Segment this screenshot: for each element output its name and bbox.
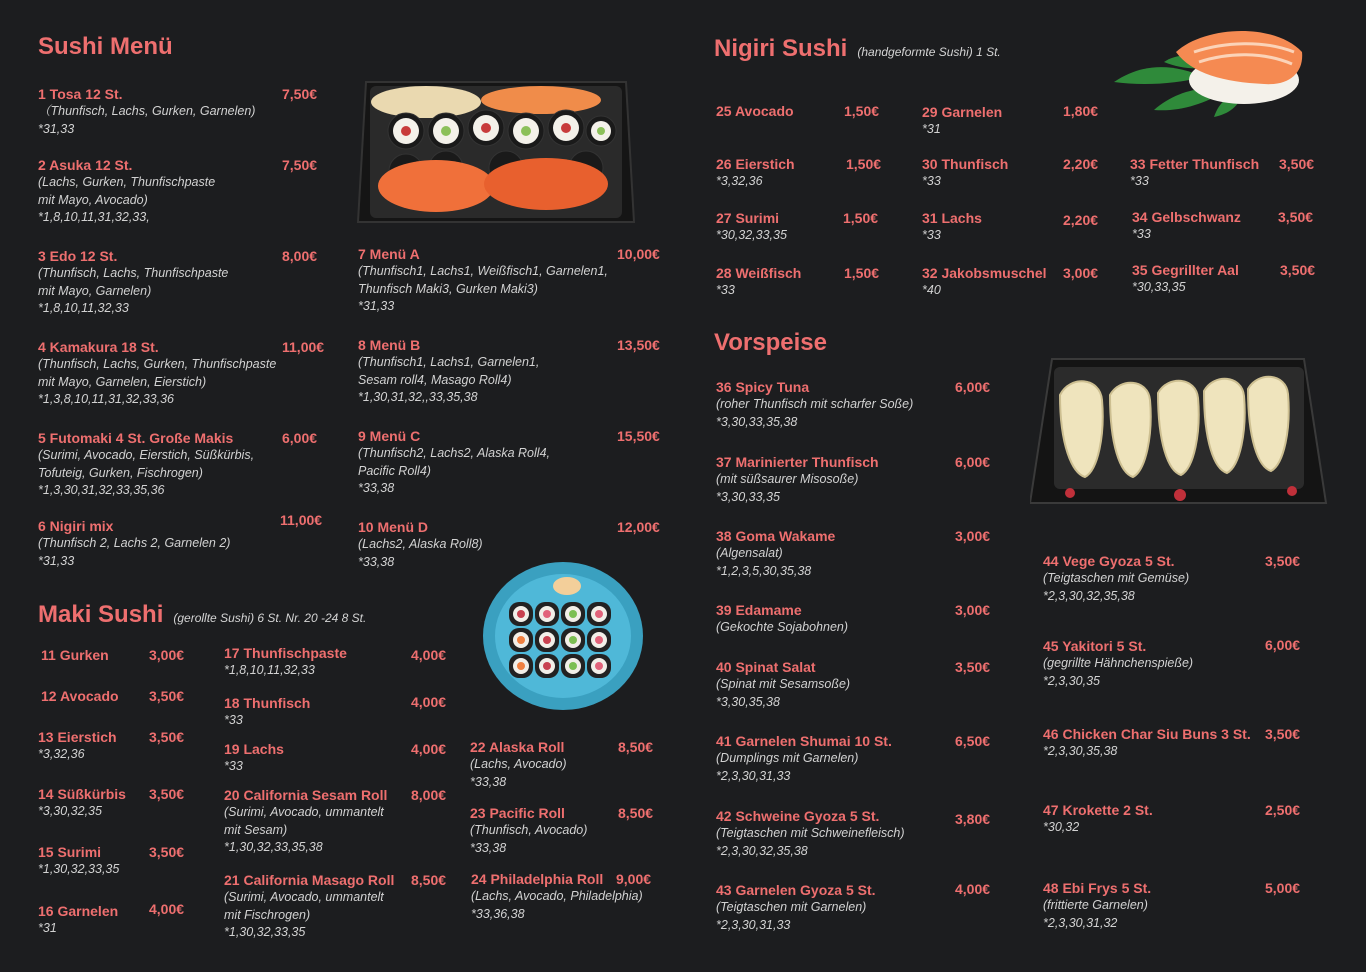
item-desc: *31 <box>38 921 57 935</box>
item-price: 1,80€ <box>1063 103 1099 119</box>
item-name: 40 Spinat Salat <box>716 659 816 675</box>
item-name: 7 Menü A <box>358 246 420 262</box>
item-price: 3,00€ <box>1063 265 1099 281</box>
item-desc: (gegrillte Hähnchenspieße) *2,3,30,35 <box>1043 656 1194 688</box>
item-price: 3,00€ <box>149 647 185 663</box>
item-price: 7,50€ <box>282 86 318 102</box>
item-name: 47 Krokette 2 St. <box>1043 802 1153 818</box>
item-name: 2 Asuka 12 St. <box>38 157 133 173</box>
item-desc: *33 <box>922 174 941 188</box>
item-desc: *31 <box>922 122 941 136</box>
item-price: 4,00€ <box>411 741 447 757</box>
item-price: 6,00€ <box>955 379 991 395</box>
item-name: 12 Avocado <box>41 688 119 704</box>
item-name: 28 Weißfisch <box>716 265 802 281</box>
item-price: 11,00€ <box>282 339 325 355</box>
item-price: 3,50€ <box>149 688 185 704</box>
item-desc: (Lachs2, Alaska Roll8) *33,38 <box>358 537 483 569</box>
item-desc: (Thunfisch, Lachs, Gurken, Thunfischpaste mit Mayo, Garnelen, Eierstich) *1,3,8,10,11,31,32,33,36 <box>38 357 277 406</box>
item-name: 25 Avocado <box>716 103 794 119</box>
item-name: 15 Surimi <box>38 844 102 860</box>
item-price: 6,00€ <box>1265 637 1301 653</box>
item-desc: *30,33,35 <box>1132 280 1186 294</box>
item-desc: (Thunfisch1, Lachs1, Garnelen1, Sesam roll4, Masago Roll4) *1,30,31,32,,33,35,38 <box>358 355 540 404</box>
item-price: 8,50€ <box>411 872 447 888</box>
item-desc: (Thunfisch, Lachs, Thunfischpaste mit Mayo, Garnelen) *1,8,10,11,32,33 <box>38 266 229 315</box>
item-price: 3,50€ <box>149 786 185 802</box>
item-name: 41 Garnelen Shumai 10 St. <box>716 733 892 749</box>
item-desc: (mit süßsaurer Misosoße) *3,30,33,35 <box>716 472 859 504</box>
item-name: 9 Menü C <box>358 428 421 444</box>
item-name: 13 Eierstich <box>38 729 117 745</box>
item-desc: *1,8,10,11,32,33 <box>224 663 315 677</box>
item-name: 5 Futomaki 4 St. Große Makis <box>38 430 234 446</box>
maki-subtitle: (gerollte Sushi) 6 St. Nr. 20 -24 8 St. <box>173 611 367 625</box>
item-price: 11,00€ <box>280 512 323 528</box>
item-name: 48 Ebi Frys 5 St. <box>1043 880 1152 896</box>
item-desc: (Lachs, Avocado) *33,38 <box>470 757 567 789</box>
item-desc: *2,3,30,35,38 <box>1043 744 1118 758</box>
item-price: 6,00€ <box>282 430 318 446</box>
item-price: 3,80€ <box>955 811 991 827</box>
item-price: 3,50€ <box>955 659 991 675</box>
item-price: 3,00€ <box>955 528 991 544</box>
item-price: 3,50€ <box>1265 726 1301 742</box>
item-price: 1,50€ <box>846 156 882 172</box>
item-price: 1,50€ <box>844 265 880 281</box>
item-desc: *33 <box>716 283 735 297</box>
item-desc: *3,30,32,35 <box>38 804 102 818</box>
item-price: 4,00€ <box>411 647 447 663</box>
item-name: 8 Menü B <box>358 337 421 353</box>
item-desc: (Algensalat) *1,2,3,5,30,35,38 <box>716 546 812 578</box>
item-name: 38 Goma Wakame <box>716 528 836 544</box>
item-price: 1,50€ <box>844 103 880 119</box>
item-price: 10,00€ <box>617 246 660 262</box>
item-desc: (Spinat mit Sesamsoße) *3,30,35,38 <box>716 677 851 709</box>
item-desc: *30,32,33,35 <box>716 228 787 242</box>
item-price: 8,00€ <box>411 787 447 803</box>
item-price: 2,20€ <box>1063 212 1099 228</box>
item-name: 33 Fetter Thunfisch <box>1130 156 1260 172</box>
item-price: 8,50€ <box>618 739 654 755</box>
item-name: 1 Tosa 12 St. <box>38 86 123 102</box>
item-desc: (Thunfisch 2, Lachs 2, Garnelen 2) *31,33 <box>38 536 231 568</box>
item-desc: *33 <box>224 713 243 727</box>
item-name: 14 Süßkürbis <box>38 786 126 802</box>
item-name: 21 California Masago Roll <box>224 872 395 888</box>
item-name: 11 Gurken <box>41 647 109 663</box>
item-name: 4 Kamakura 18 St. <box>38 339 159 355</box>
heading-vorspeise: Vorspeise <box>714 329 827 356</box>
item-name: 3 Edo 12 St. <box>38 248 118 264</box>
item-price: 6,50€ <box>955 733 991 749</box>
item-name: 19 Lachs <box>224 741 284 757</box>
item-name: 39 Edamame <box>716 602 802 618</box>
item-name: 31 Lachs <box>922 210 982 226</box>
item-name: 16 Garnelen <box>38 903 119 919</box>
item-price: 4,00€ <box>411 694 447 710</box>
item-price: 3,50€ <box>149 844 185 860</box>
item-desc: *3,32,36 <box>716 174 763 188</box>
item-name: 18 Thunfisch <box>224 695 311 711</box>
item-name: 17 Thunfischpaste <box>224 645 347 661</box>
item-name: 35 Gegrillter Aal <box>1132 262 1239 278</box>
item-price: 7,50€ <box>282 157 318 173</box>
item-desc: (Dumplings mit Garnelen) *2,3,30,31,33 <box>716 751 859 783</box>
item-desc: (Surimi, Avocado, ummantelt mit Sesam) *1,30,32,33,35,38 <box>224 805 384 854</box>
heading-maki-sushi: Maki Sushi (gerollte Sushi) 6 St. Nr. 20 -24 8 St. <box>38 601 367 628</box>
heading-nigiri-sushi: Nigiri Sushi (handgeformte Sushi) 1 St. <box>714 35 1001 62</box>
nigiri-subtitle: (handgeformte Sushi) 1 St. <box>857 45 1001 59</box>
item-desc: (roher Thunfisch mit scharfer Soße) *3,30,33,35,38 <box>716 397 914 429</box>
item-price: 1,50€ <box>843 210 879 226</box>
item-desc: *33 <box>1130 174 1149 188</box>
item-name: 45 Yakitori 5 St. <box>1043 638 1147 654</box>
item-desc: (Teigtaschen mit Garnelen) *2,3,30,31,33 <box>716 900 867 932</box>
item-name: 27 Surimi <box>716 210 780 226</box>
item-price: 3,50€ <box>1278 209 1314 225</box>
item-name: 24 Philadelphia Roll <box>471 871 604 887</box>
item-desc: (Teigtaschen mit Gemüse) *2,3,30,32,35,38 <box>1043 571 1190 603</box>
item-price: 3,50€ <box>1279 156 1315 172</box>
item-price: 3,50€ <box>1265 553 1301 569</box>
item-price: 8,50€ <box>618 805 654 821</box>
item-desc: (Thunfisch2, Lachs2, Alaska Roll4, Pacific Roll4) *33,38 <box>358 446 550 495</box>
item-price: 9,00€ <box>616 871 652 887</box>
sushi-tray-photo <box>356 76 636 228</box>
item-desc: (Lachs, Avocado, Philadelphia) *33,36,38 <box>471 889 643 921</box>
nigiri-salmon-photo <box>1104 22 1306 124</box>
item-price: 2,50€ <box>1265 802 1301 818</box>
item-desc: (Thunfisch, Avocado) *33,38 <box>470 823 588 855</box>
item-name: 26 Eierstich <box>716 156 795 172</box>
item-name: 29 Garnelen <box>922 104 1003 120</box>
item-name: 44 Vege Gyoza 5 St. <box>1043 553 1175 569</box>
item-name: 36 Spicy Tuna <box>716 379 810 395</box>
item-name: 32 Jakobsmuschel <box>922 265 1047 281</box>
item-desc: *1,30,32,33,35 <box>38 862 120 876</box>
item-name: 34 Gelbschwanz <box>1132 209 1241 225</box>
item-price: 12,00€ <box>617 519 660 535</box>
item-name: 10 Menü D <box>358 519 429 535</box>
item-price: 3,50€ <box>149 729 185 745</box>
item-desc: (Lachs, Gurken, Thunfischpaste mit Mayo, Avocado) *1,8,10,11,31,32,33, <box>38 175 216 224</box>
item-desc: (Gekochte Sojabohnen) <box>716 620 849 634</box>
item-name: 46 Chicken Char Siu Buns 3 St. <box>1043 726 1251 742</box>
item-name: 23 Pacific Roll <box>470 805 565 821</box>
item-desc: *33 <box>1132 227 1151 241</box>
gyoza-tray-photo <box>1030 355 1328 507</box>
item-name: 37 Marinierter Thunfisch <box>716 454 879 470</box>
item-name: 42 Schweine Gyoza 5 St. <box>716 808 880 824</box>
item-price: 5,00€ <box>1265 880 1301 896</box>
item-desc: *3,32,36 <box>38 747 85 761</box>
item-desc: *33 <box>224 759 243 773</box>
item-price: 4,00€ <box>955 881 991 897</box>
item-desc: (frittierte Garnelen) *2,3,30,31,32 <box>1043 898 1148 930</box>
item-desc: (Teigtaschen mit Schweinefleisch) *2,3,30,32,35,38 <box>716 826 905 858</box>
item-name: 20 California Sesam Roll <box>224 787 388 803</box>
item-price: 13,50€ <box>617 337 660 353</box>
item-price: 3,50€ <box>1280 262 1316 278</box>
item-desc: （Thunfisch, Lachs, Gurken, Garnelen) *31,33 <box>38 104 256 136</box>
item-desc: (Thunfisch1, Lachs1, Weißfisch1, Garnelen1, Thunfisch Maki3, Gurken Maki3) *31,33 <box>358 264 608 313</box>
maki-plate-photo <box>481 560 645 712</box>
item-price: 2,20€ <box>1063 156 1099 172</box>
item-price: 4,00€ <box>149 901 185 917</box>
item-desc: (Surimi, Avocado, ummantelt mit Fischrogen) *1,30,32,33,35 <box>224 890 384 939</box>
item-price: 15,50€ <box>617 428 660 444</box>
item-price: 6,00€ <box>955 454 991 470</box>
item-desc: *33 <box>922 228 941 242</box>
item-name: 43 Garnelen Gyoza 5 St. <box>716 882 876 898</box>
item-name: 6 Nigiri mix <box>38 518 114 534</box>
item-price: 8,00€ <box>282 248 318 264</box>
heading-sushi-menu: Sushi Menü <box>38 33 173 60</box>
item-price: 3,00€ <box>955 602 991 618</box>
item-desc: (Surimi, Avocado, Eierstich, Süßkürbis, Tofuteig, Gurken, Fischrogen) *1,3,30,31,32,33,35,36 <box>38 448 255 497</box>
item-name: 22 Alaska Roll <box>470 739 565 755</box>
item-desc: *30,32 <box>1043 820 1080 834</box>
item-name: 30 Thunfisch <box>922 156 1009 172</box>
item-desc: *40 <box>922 283 941 297</box>
